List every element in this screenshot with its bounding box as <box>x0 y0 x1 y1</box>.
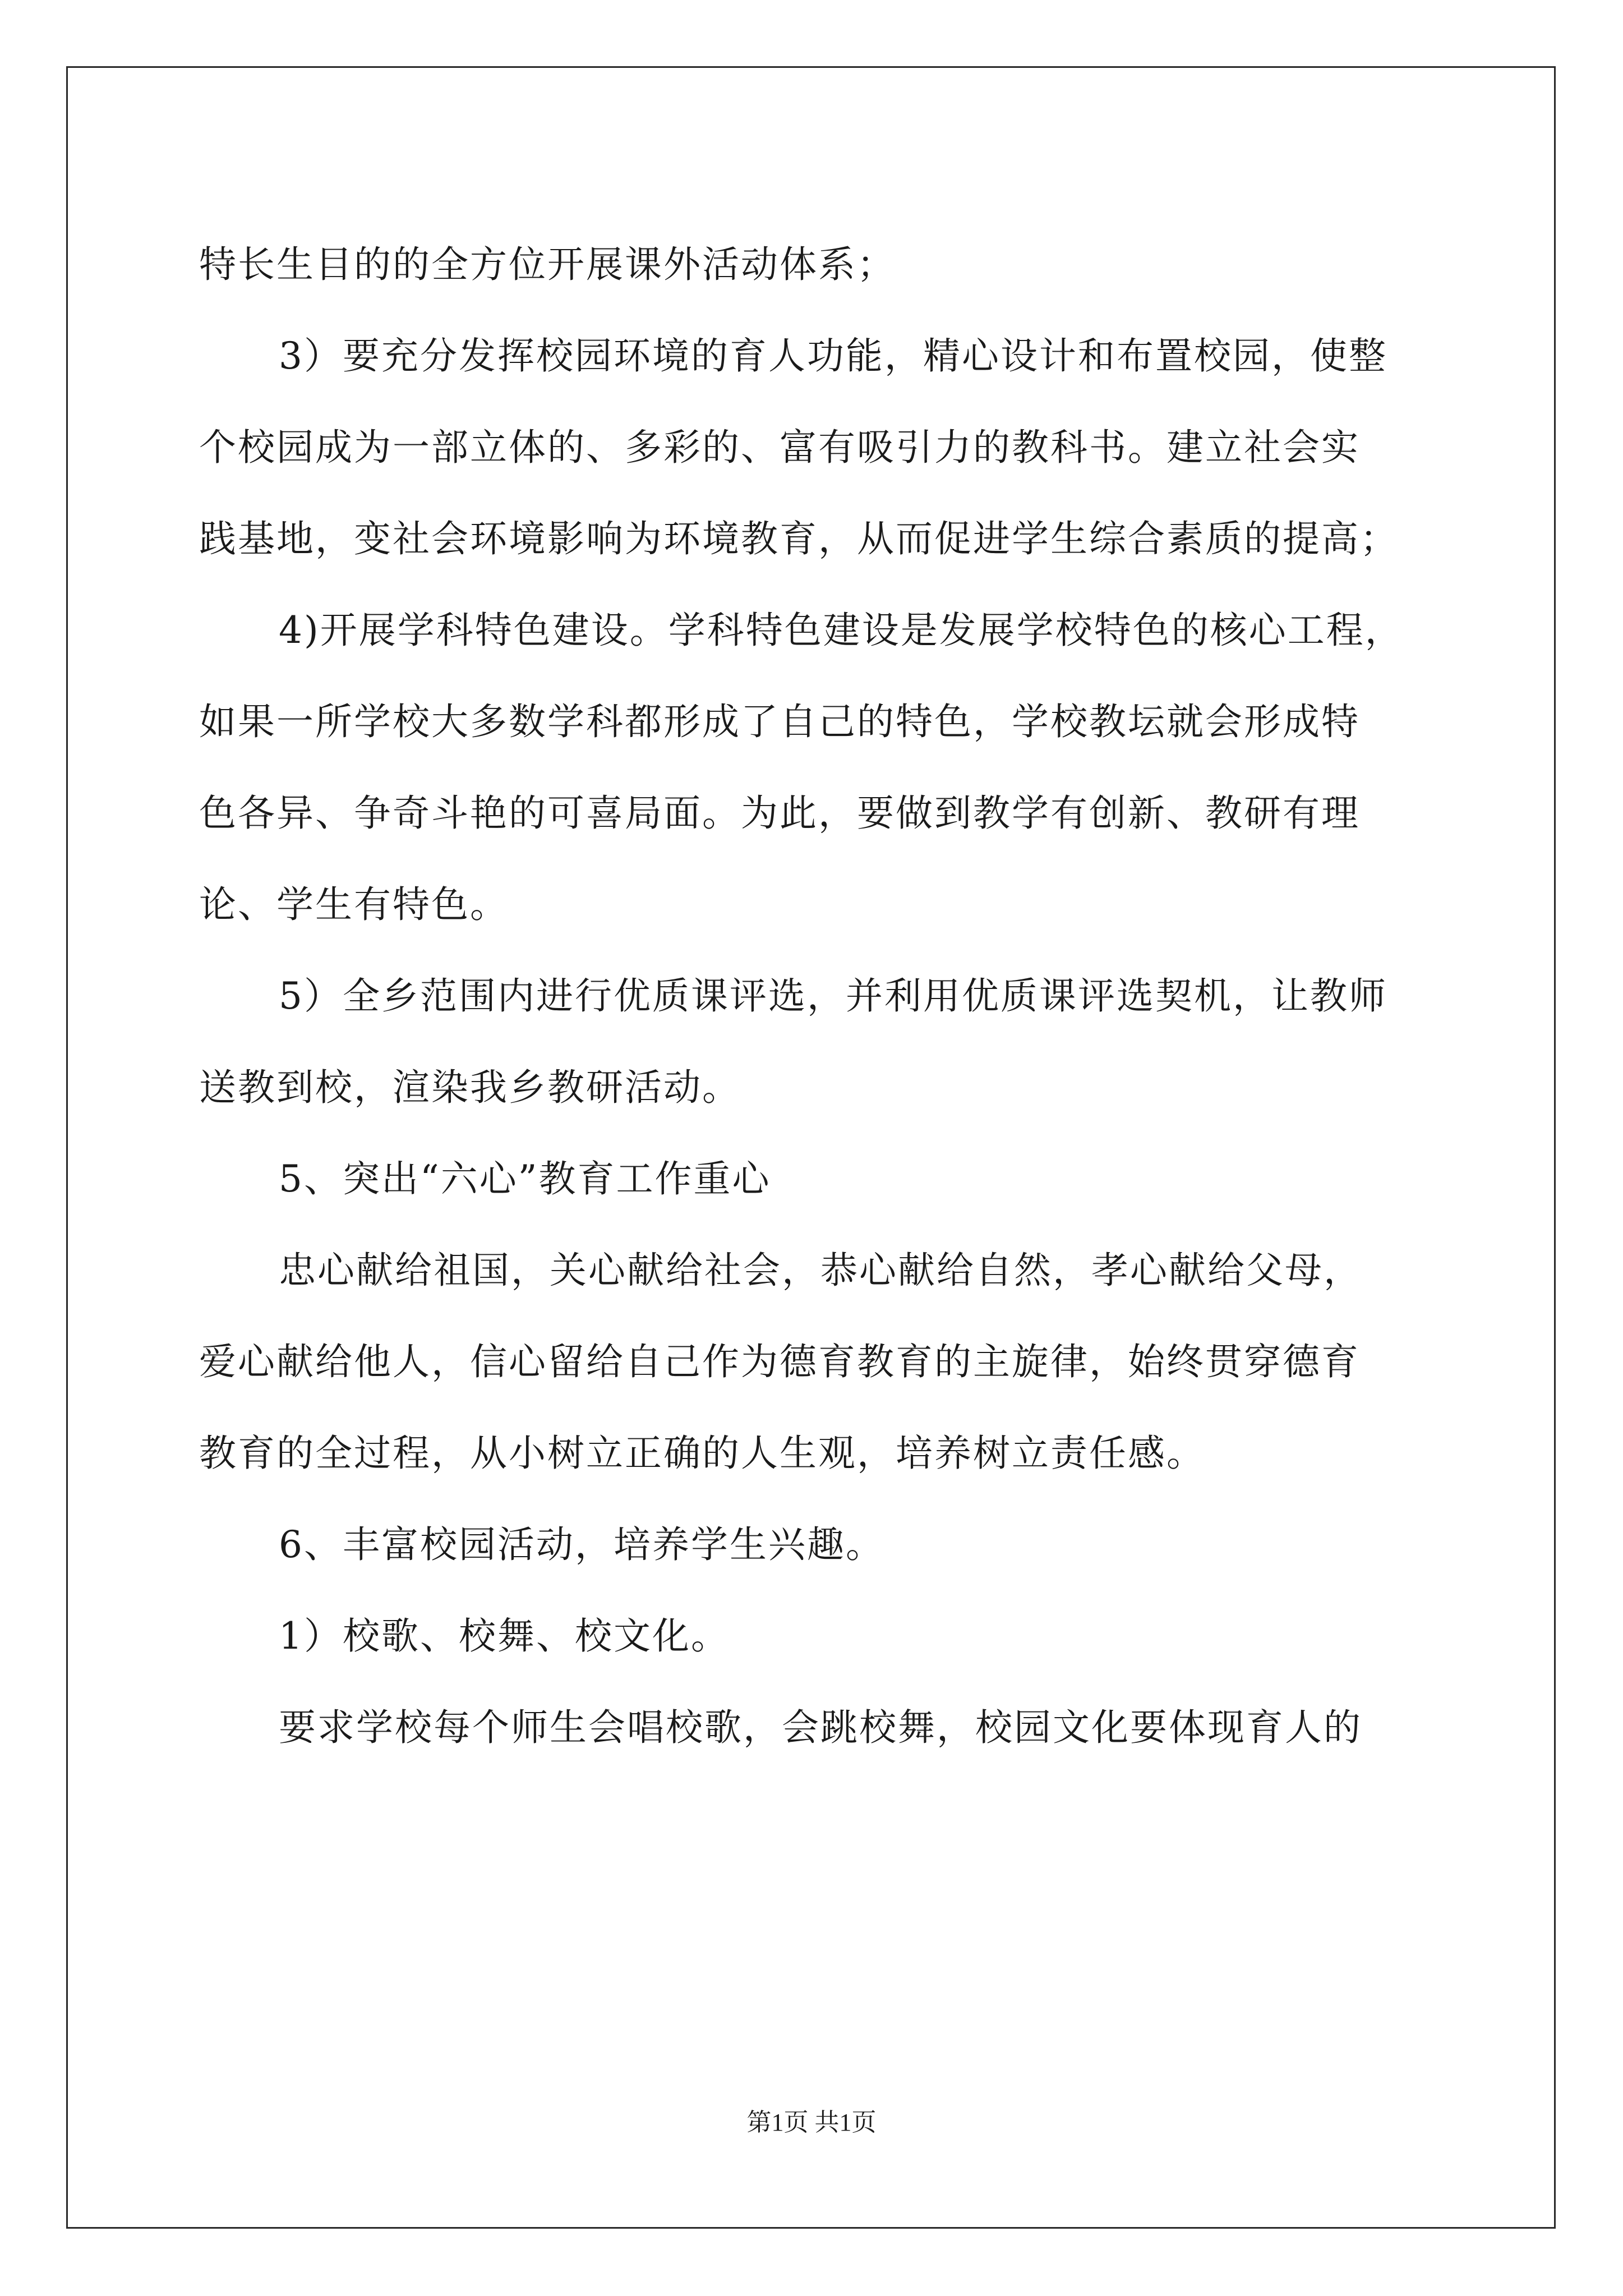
text-line: 特长生目的的全方位开展课外活动体系； <box>199 243 896 286</box>
text-line: 忠心献给祖国，关心献给社会，恭心献给自然，孝心献给父母， <box>279 1249 1362 1292</box>
text-line: 如果一所学校大多数学科都形成了自己的特色，学校教坛就会形成特 <box>199 700 1360 743</box>
text-line: 色各异、争奇斗艳的可喜局面。为此，要做到教学有创新、教研有理 <box>199 792 1360 835</box>
text-line: 践基地，变社会环境影响为环境教育，从而促进学生综合素质的提高； <box>199 517 1399 560</box>
document-body <box>199 219 1455 1773</box>
page-number-footer: 第1页 共1页 <box>746 2109 877 2136</box>
text-line: 要求学校每个师生会唱校歌，会跳校舞，校园文化要体现育人的 <box>279 1706 1362 1749</box>
text-line: 送教到校，渲染我乡教研活动。 <box>199 1066 741 1109</box>
text-line: 爱心献给他人，信心留给自己作为德育教育的主旋律，始终贯穿德育 <box>199 1340 1360 1383</box>
text-line: 3）要充分发挥校园环境的育人功能，精心设计和布置校园，使整 <box>279 334 1387 378</box>
text-line: 个校园成为一部立体的、多彩的、富有吸引力的教科书。建立社会实 <box>199 426 1360 469</box>
text-line: 1）校歌、校舞、校文化。 <box>279 1614 730 1658</box>
section-heading: 6、丰富校园活动，培养学生兴趣。 <box>279 1523 884 1566</box>
text-line: 5）全乡范围内进行优质课评选，并利用优质课评选契机，让教师 <box>279 974 1387 1018</box>
text-line: 论、学生有特色。 <box>199 883 509 926</box>
text-line: 教育的全过程，从小树立正确的人生观，培养树立责任感。 <box>199 1432 1205 1475</box>
section-heading: 5、突出“六心”教育工作重心 <box>279 1157 771 1200</box>
text-line: 4)开展学科特色建设。学科特色建设是发展学校特色的核心工程， <box>279 609 1404 652</box>
